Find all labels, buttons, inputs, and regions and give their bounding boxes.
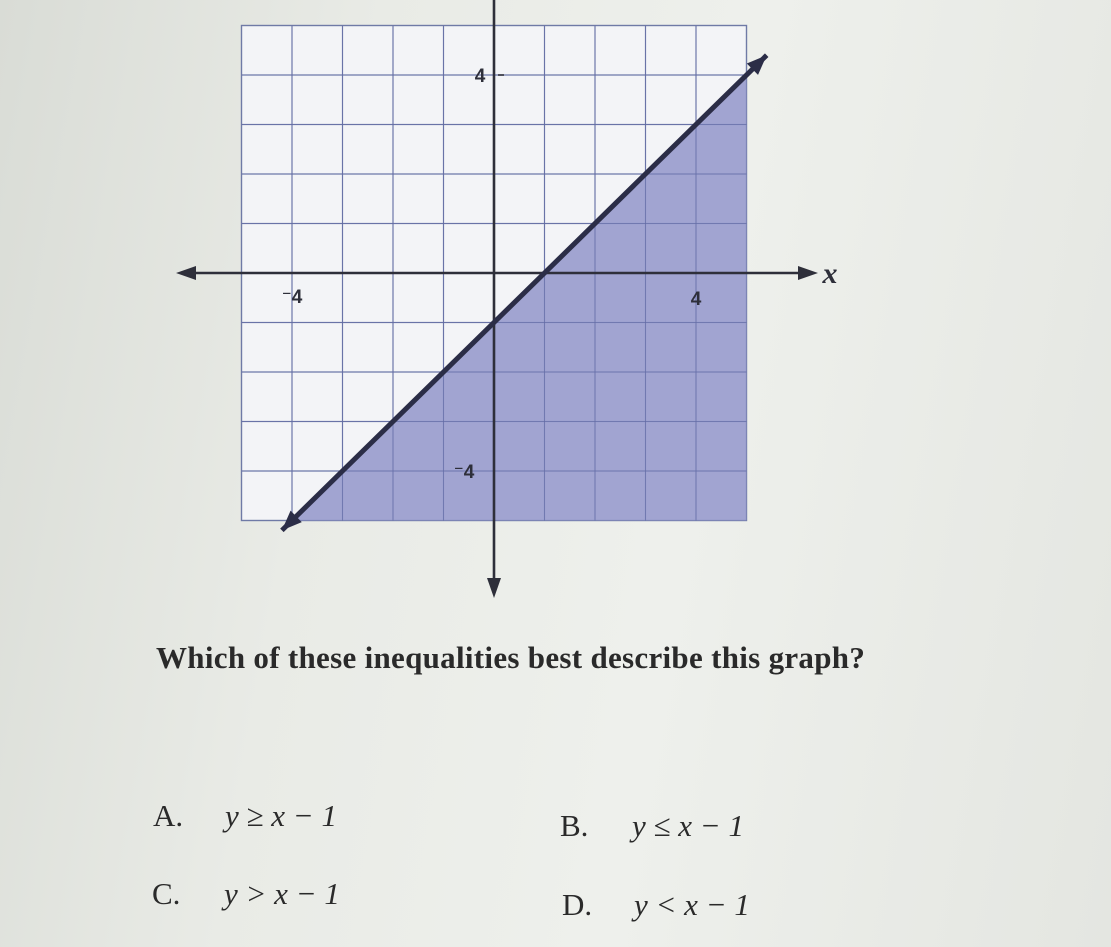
x-axis-label: x: [822, 257, 838, 290]
choice-d-letter: D.: [562, 887, 593, 922]
choice-b[interactable]: [560, 808, 744, 844]
x-tick-label: ⁻4: [281, 287, 303, 308]
y-tick-label: 4: [474, 66, 486, 87]
y-axis-down-arrow: [487, 578, 501, 598]
choice-b-letter: B.: [560, 808, 589, 843]
x-axis-right-arrow: [798, 266, 818, 280]
x-tick-label: 4: [690, 289, 702, 310]
choice-b-expression: y ≤ x − 1: [632, 808, 744, 843]
choice-c[interactable]: [152, 876, 340, 912]
x-axis-left-arrow: [176, 266, 196, 280]
question-text: Which of these inequalities best describe this graph?: [156, 640, 866, 675]
choice-d[interactable]: [562, 887, 750, 923]
choice-c-letter: C.: [152, 876, 181, 911]
choice-a-letter: A.: [153, 798, 184, 833]
choice-c-expression: y > x − 1: [224, 876, 340, 911]
choice-d-expression: y < x − 1: [634, 887, 750, 922]
y-tick-label: ⁻4: [453, 462, 475, 483]
choice-a-expression: y ≥ x − 1: [225, 798, 337, 833]
choice-a[interactable]: [153, 798, 337, 834]
